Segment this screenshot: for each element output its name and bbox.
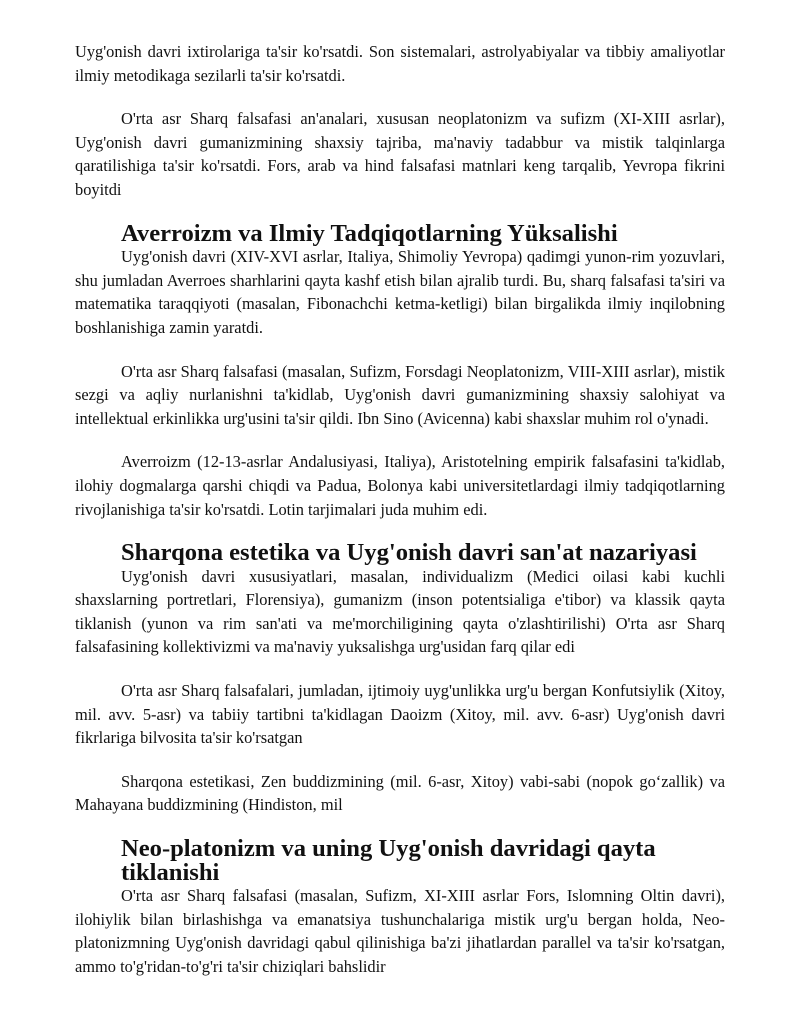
paragraph-eastern-traditions: O'rta asr Sharq falsafasi an'analari, xususan neoplatonizm va sufizm (XI-XIII asrlar), Uyg'onish davri gumanizmining shaxsiy tajriba, ma'naviy tadabbur va mistik talqinlarga qaratilishiga ta'sir ko'rsatdi. Fors, arab va hind falsafasi matnlari keng tarqalib, Yevropa fikrini boyitdi	[75, 109, 725, 199]
paragraph-intro: Uyg'onish davri ixtirolariga ta'sir ko'rsatdi. Son sistemalari, astrolyabiyalar va tibbiy amaliyotlar ilmiy metodikaga sezilarli ta'sir ko'rsatdi.	[75, 42, 725, 85]
section-heading-averroism: Averroizm va Ilmiy Tadqiqotlarning Yüksalishi	[121, 219, 618, 247]
paragraph-sufism-influence: O'rta asr Sharq falsafasi (masalan, Sufizm, Forsdagi Neoplatonizm, VIII-XIII asrlar), mistik sezgi va aqliy nurlanishni ta'kidlab, Uyg'onish davri gumanizmining shaxsiy salohiyat va intellektual erkinlikka urg'usini ta'sir qildi. Ibn Sino (Avicenna) kabi shaxslar muhim rol o'ynadi.	[75, 361, 725, 428]
paragraph-renaissance-features: Uyg'onish davri xususiyatlari, masalan, individualizm (Medici oilasi kabi kuchli shaxslarning portretlari, Florensiya), gumanizm (inson potentsialiga e'tibor) va klassik qayta tiklanish (yunon va rim san'ati va me'morchiligining qayta o'zlashtirilishi) O'rta asr Sharq falsafasining kollektivizmi va ma'naviy yuksalishga urg'usidan farq qilar edi	[75, 566, 725, 657]
paragraph-averroism: Averroizm (12-13-asrlar Andalusiyasi, Italiya), Aristotelning empirik falsafasini ta'kidlab, ilohiy dogmalarga qarshi chiqdi va Padua, Bolonya kabi universitetlardagi ilmiy tadqiqotlarning rivojlanishiga ta'sir ko'rsatdi. Lotin tarjimalari juda muhim edi.	[75, 452, 725, 519]
paragraph-renaissance-rediscovery: Uyg'onish davri (XIV-XVI asrlar, Italiya, Shimoliy Yevropa) qadimgi yunon-rim yozuvlari, shu jumladan Averroes sharhlarini qayta kashf etish bilan ajralib turdi. Bu, sharq falsafasi ta'siri va matematika taraqqiyoti (masalan, Fibonachchi ketma-ketligi) bilan birgalikda ilmiy inqilobning boshlanishiga zamin yaratdi.	[75, 247, 725, 337]
paragraph-confucianism-daoism: O'rta asr Sharq falsafalari, jumladan, ijtimoiy uyg'unlikka urg'u bergan Konfutsiylik (Xitoy, mil. avv. 5-asr) va tabiiy tartibni ta'kidlagan Daoizm (Xitoy, mil. avv. 6-asr) Uyg'onish davri fikrlariga bilvosita ta'sir ko'rsatgan	[75, 681, 725, 748]
section-heading-neoplatonism: Neo-platonizm va uning Uyg'onish davridagi qayta tiklanishi	[121, 835, 656, 886]
section-heading-aesthetics: Sharqona estetika va Uyg'onish davri san'at nazariyasi	[121, 539, 697, 567]
paragraph-zen-aesthetics: Sharqona estetikasi, Zen buddizmining (mil. 6-asr, Xitoy) vabi-sabi (nopok go‘zallik) va Mahayana buddizmining (Hindiston, mil	[75, 771, 725, 815]
paragraph-neoplatonism: O'rta asr Sharq falsafasi (masalan, Sufizm, XI-XIII asrlar Fors, Islomning Oltin davri), ilohiylik bilan birlashishga va emanatsiya tushunchalariga mistik urg'u bergan holda, Neo-platonizmning Uyg'onish davridagi qabul qilinishiga ba'zi jihatlardan parallel va ta'sir ko'rsatgan, ammo to'g'ridan-to'g'ri ta'sir chiziqlari bahslidir	[75, 886, 725, 976]
document-page	[75, 40, 725, 979]
